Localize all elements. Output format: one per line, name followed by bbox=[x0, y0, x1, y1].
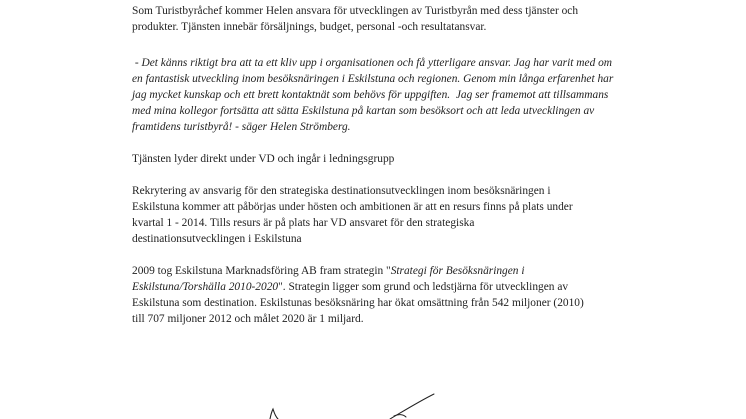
text-line: Eskilstuna som destination. Eskilstunas besöksnäring har ökat omsättning från 542 miljoner (2010) bbox=[132, 297, 584, 309]
paragraph-recruitment bbox=[132, 183, 692, 247]
paragraph-role-description bbox=[132, 3, 692, 35]
strategy-title-italic: Eskilstuna/Torshälla 2010-2020 bbox=[132, 281, 279, 293]
text-line: Tjänsten lyder direkt under VD och ingår i ledningsgrupp bbox=[132, 153, 395, 165]
text-segment: ". Strategin ligger som grund och ledstjärna för utvecklingen av bbox=[278, 281, 569, 293]
strategy-title-italic: Strategi för Besöksnäringen i bbox=[390, 265, 525, 277]
text-line: destinationsutvecklingen i Eskilstuna bbox=[132, 233, 302, 245]
text-line bbox=[132, 279, 692, 295]
text-line: till 707 miljoner 2012 och målet 2020 är 1 miljard. bbox=[132, 313, 364, 325]
paragraph-reporting-line bbox=[132, 151, 692, 167]
text-line: framtidens turistbyrå! - säger Helen Strömberg. bbox=[132, 121, 351, 133]
text-line: kvartal 1 - 2014. Tills resurs är på plats har VD ansvaret för den strategiska bbox=[132, 217, 475, 229]
text-line: Rekrytering av ansvarig för den strategiska destinationsutvecklingen inom besöksnäringen i bbox=[132, 185, 551, 197]
text-line: Eskilstuna kommer att påbörjas under hösten och ambitionen är att en resurs finns på plats under bbox=[132, 201, 573, 213]
quote-helen-stromberg bbox=[132, 55, 692, 135]
signature-scribble bbox=[258, 390, 448, 419]
text-segment: 2009 tog Eskilstuna Marknadsföring AB fram strategin " bbox=[132, 265, 391, 277]
text-line: - Det känns riktigt bra att ta ett kliv upp i organisationen och få ytterligare ansvar. Jag har varit med om bbox=[132, 57, 613, 69]
text-line: jag mycket kunskap och ett brett kontaktnät som behövs för uppgiften. Jag ser framemot att tillsammans bbox=[132, 89, 609, 101]
text-line: med mina kollegor fortsätta att sätta Eskilstuna på kartan som besöksort och att leda utvecklingen av bbox=[132, 105, 595, 117]
paragraph-strategy bbox=[132, 263, 692, 327]
text-line: Som Turistbyråchef kommer Helen ansvara för utvecklingen av Turistbyrån med dess tjänster och bbox=[132, 5, 579, 17]
text-line bbox=[132, 263, 692, 279]
text-line: en fantastisk utveckling inom besöksnäringen i Eskilstuna och regionen. Genom min långa erfarenhet har bbox=[132, 73, 614, 85]
text-line: produkter. Tjänsten innebär försäljnings, budget, personal -och resultatansvar. bbox=[132, 21, 487, 33]
